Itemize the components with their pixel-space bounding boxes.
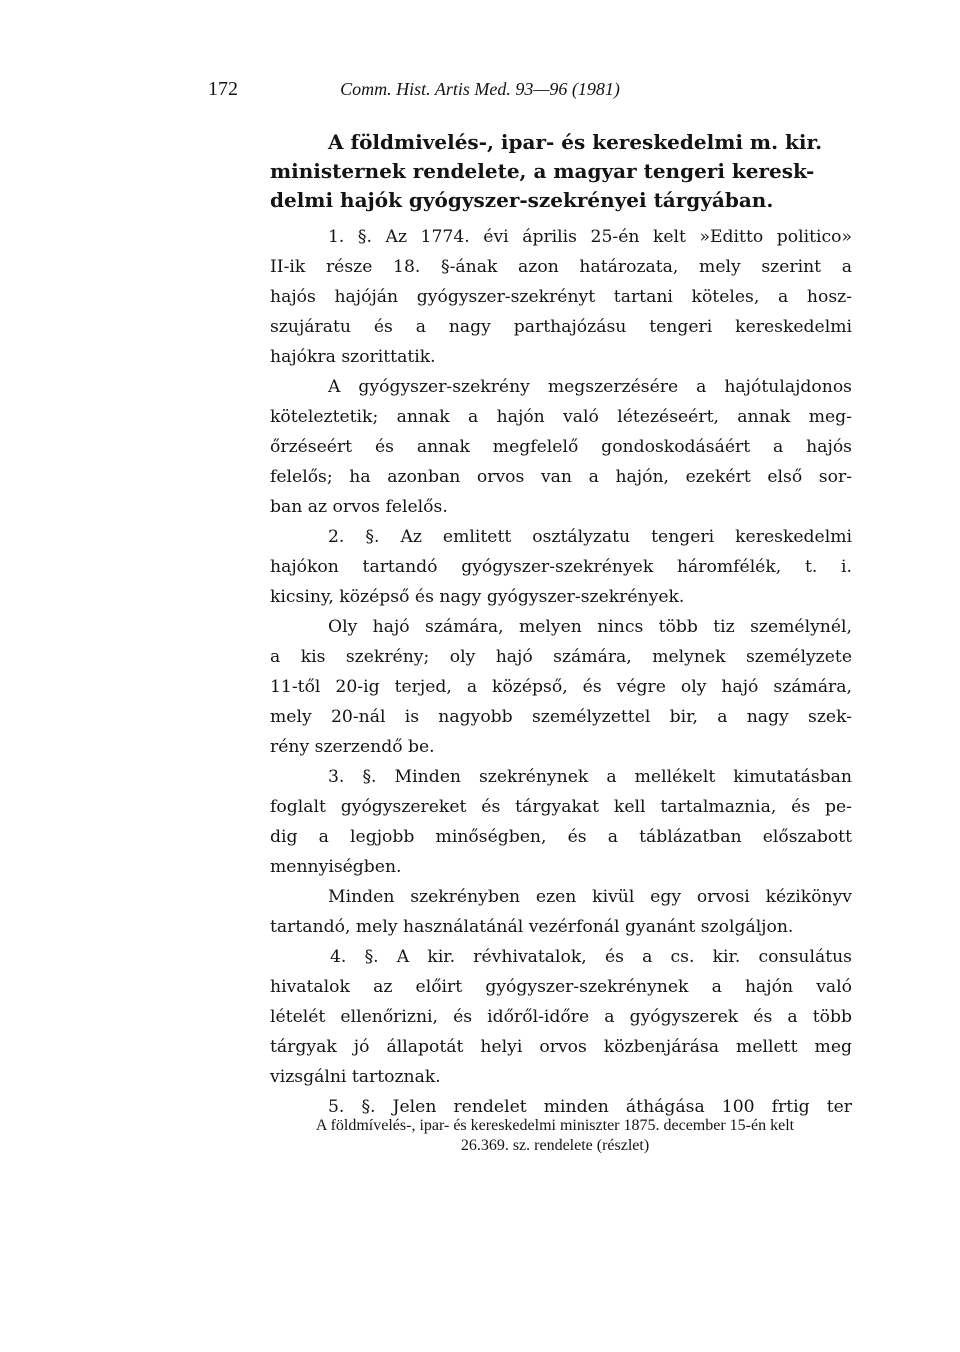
text-line: 3. §. Minden szekrénynek a mellékelt kimutatásban <box>328 767 852 787</box>
title-line: A földmivelés-, ipar- és kereskedelmi m. kir. <box>328 130 823 154</box>
text-line: őrzéseért és annak megfelelő gondoskodásáért a hajós <box>270 437 852 457</box>
caption-line: A földmívelés-, ipar- és kereskedelmi miniszter 1875. december 15-én kelt <box>315 1117 795 1134</box>
text-line: tartandó, mely használatánál vezérfonál gyanánt szolgáljon. <box>270 917 794 937</box>
text-line: köteleztetik; annak a hajón való létezéseért, annak meg- <box>270 407 852 427</box>
text-line: ban az orvos felelős. <box>270 497 448 517</box>
text-line: 11-től 20-ig terjed, a középső, és végre oly hajó számára, <box>270 677 852 697</box>
title-line: delmi hajók gyógyszer-szekrényei tárgyában. <box>270 188 774 212</box>
caption-line: 26.369. sz. rendelete (részlet) <box>460 1137 650 1154</box>
text-line: hajós hajóján gyógyszer-szekrényt tartani köteles, a hosz- <box>270 287 852 307</box>
text-line: rény szerzendő be. <box>270 737 435 757</box>
text-line: Oly hajó számára, melyen nincs több tiz személynél, <box>328 617 852 637</box>
text-line: vizsgálni tartoznak. <box>270 1067 441 1087</box>
text-line: hajókra szorittatik. <box>270 347 436 367</box>
text-line: dig a legjobb minőségben, és a táblázatban előszabott <box>270 827 852 847</box>
text-line: tárgyak jó állapotát helyi orvos közbenjárása mellett meg <box>270 1037 852 1057</box>
text-line: mennyiségben. <box>270 857 402 877</box>
text-line: Minden szekrényben ezen kivül egy orvosi kézikönyv <box>328 887 852 907</box>
text-line: II-ik része 18. §-ának azon határozata, mely szerint a <box>270 257 852 277</box>
text-line: hajókon tartandó gyógyszer-szekrények háromfélék, t. i. <box>270 557 852 577</box>
text-line: 1. §. Az 1774. évi április 25-én kelt »Editto politico» <box>328 227 852 247</box>
page-number: 172 <box>208 78 238 100</box>
text-line: hivatalok az előirt gyógyszer-szekrénynek a hajón való <box>270 977 852 997</box>
text-line: A gyógyszer-szekrény megszerzésére a hajótulajdonos <box>328 377 852 397</box>
document-title <box>270 128 852 215</box>
text-line: felelős; ha azonban orvos van a hajón, ezekért első sor- <box>270 467 852 487</box>
text-line: 4. §. A kir. révhivatalok, és a cs. kir. consulátus <box>330 947 852 967</box>
text-line: 5. §. Jelen rendelet minden áthágása 100 frtig ter <box>328 1097 852 1117</box>
text-line: a kis szekrény; oly hajó számára, melynek személyzete <box>270 647 852 667</box>
figure-caption <box>250 1116 860 1156</box>
journal-citation: Comm. Hist. Artis Med. 93—96 (1981) <box>340 79 620 99</box>
text-line: foglalt gyógyszereket és tárgyakat kell tartalmaznia, és pe- <box>270 797 852 817</box>
text-line: mely 20-nál is nagyobb személyzettel bir, a nagy szek- <box>270 707 852 727</box>
text-line: kicsiny, középső és nagy gyógyszer-szekrények. <box>270 587 685 607</box>
text-line: szujáratu és a nagy parthajózásu tengeri kereskedelmi <box>270 317 852 337</box>
title-line: ministernek rendelete, a magyar tengeri keresk- <box>270 159 815 183</box>
page-header <box>0 70 960 110</box>
text-line: lételét ellenőrizni, és időről-időre a gyógyszerek és a több <box>270 1007 852 1027</box>
text-line: 2. §. Az emlitett osztályzatu tengeri kereskedelmi <box>328 527 852 547</box>
